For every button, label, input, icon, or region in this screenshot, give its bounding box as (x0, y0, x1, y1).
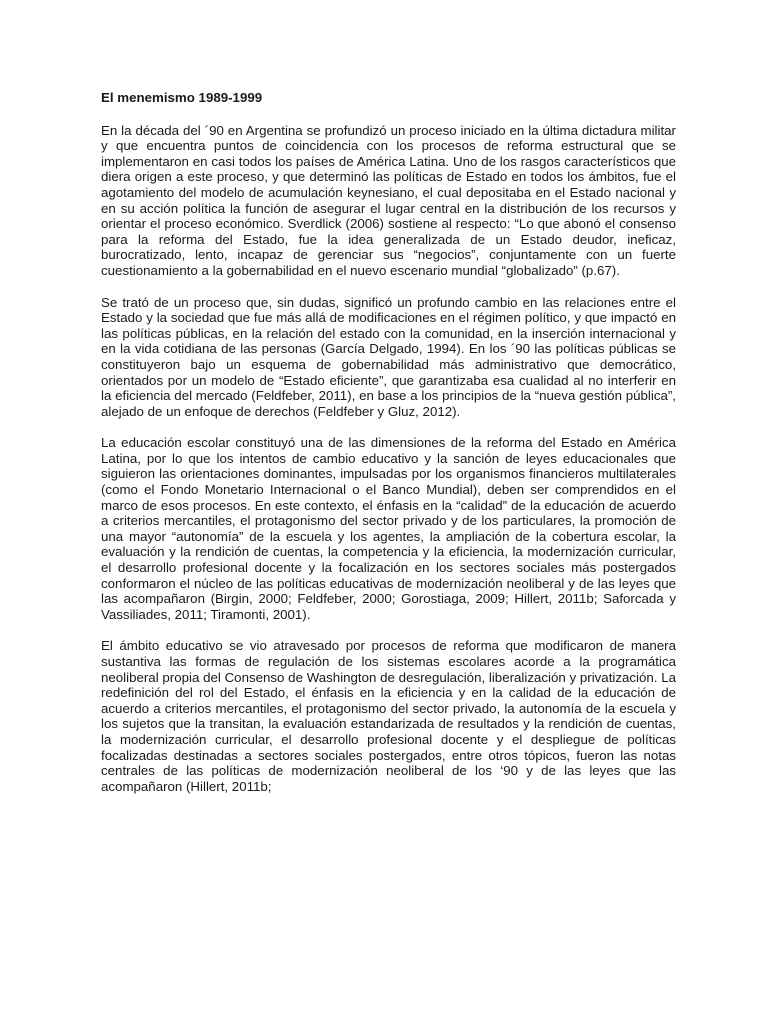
paragraph-2: Se trató de un proceso que, sin dudas, significó un profundo cambio en las relaciones entre el Estado y la sociedad que fue más allá de modificaciones en el régimen político, y que impactó en las políticas públicas, en la relación del estado con la comunidad, en la inserción internacional y en la vida cotidiana de las personas (García Delgado, 1994). En los ´90 las políticas públicas se constituyeron bajo un esquema de gobernabilidad más administrativo que democrático, orientados por un modelo de “Estado eficiente”, que garantizaba esa cualidad al no interferir en la eficiencia del mercado (Feldfeber, 2011), en base a los principios de la “nueva gestión pública”, alejado de un enfoque de derechos (Feldfeber y Gluz, 2012). (101, 294, 676, 419)
paragraph-1: En la década del ´90 en Argentina se profundizó un proceso iniciado en la última dictadura militar y que encuentra puntos de coincidencia con los procesos de reforma estructural que se implementaron en casi todos los países de América Latina. Uno de los rasgos característicos que diera origen a este proceso, y que determinó las políticas de Estado en todos los ámbitos, fue el agotamiento del modelo de acumulación keynesiano, el cual depositaba en el Estado nacional y en su acción política la función de asegurar el lugar central en la distribución de los recursos y orientar el proceso económico. Sverdlick (2006) sostiene al respecto: “Lo que abonó el consenso para la reforma del Estado, fue la idea generalizada de un Estado deudor, ineficaz, burocratizado, lento, incapaz de gerenciar sus “negocios”, conjuntamente con un fuerte cuestionamiento a la gobernabilidad en el nuevo escenario mundial “globalizado” (p.67). (101, 122, 676, 278)
document-page (101, 90, 676, 810)
paragraph-4: El ámbito educativo se vio atravesado por procesos de reforma que modificaron de manera sustantiva las formas de regulación de los sistemas escolares acorde a la programática neoliberal propia del Consenso de Washington de desregulación, liberalización y privatización. La redefinición del rol del Estado, el énfasis en la eficiencia y en la calidad de la educación de acuerdo a criterios mercantiles, el protagonismo del sector privado, la autonomía de la escuela y los sujetos que la transitan, la evaluación estandarizada de resultados y la rendición de cuentas, la modernización curricular, el desarrollo profesional docente y el despliegue de políticas focalizadas destinadas a sectores sociales postergados, entre otros tópicos, fueron las notas centrales de las políticas de modernización neoliberal de los ‘90 y de las leyes que las acompañaron (Hillert, 2011b; (101, 638, 676, 794)
document-title: El menemismo 1989-1999 (101, 90, 263, 105)
paragraph-3: La educación escolar constituyó una de las dimensiones de la reforma del Estado en América Latina, por lo que los intentos de cambio educativo y la sanción de leyes educacionales que siguieron las orientaciones dominantes, impulsadas por los organismos financieros multilaterales (como el Fondo Monetario Internacional o el Banco Mundial), deben ser comprendidos en el marco de esos procesos. En este contexto, el énfasis en la “calidad” de la educación de acuerdo a criterios mercantiles, el protagonismo del sector privado y de los particulares, la promoción de una mayor “autonomía” de la escuela y los agentes, la ampliación de la cobertura escolar, la evaluación y la rendición de cuentas, la competencia y la eficiencia, la modernización curricular, el desarrollo profesional docente y la focalización en los sectores sociales más postergados conformaron el núcleo de las políticas educativas de modernización neoliberal y de las leyes que las acompañaron (Birgin, 2000; Feldfeber, 2000; Gorostiaga, 2009; Hillert, 2011b; Saforcada y Vassiliades, 2011; Tiramonti, 2001). (101, 435, 676, 622)
